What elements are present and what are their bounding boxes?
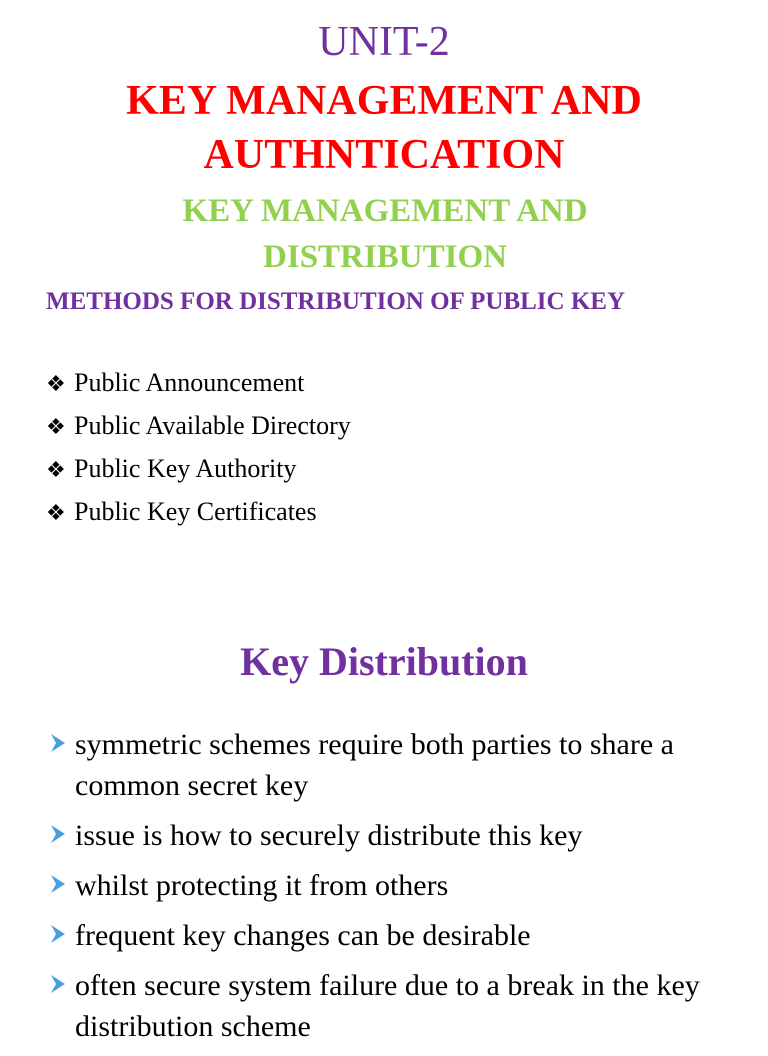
diamond-bullet-icon: ❖ bbox=[46, 457, 66, 482]
main-title-line-1: KEY MANAGEMENT AND bbox=[126, 78, 642, 124]
unit-label: UNIT-2 bbox=[318, 19, 450, 65]
bullet-text: frequent key changes can be desirable bbox=[75, 919, 531, 952]
methods-list bbox=[46, 362, 351, 534]
method-label: Public Key Authority bbox=[74, 454, 297, 483]
arrow-bullet-icon bbox=[48, 919, 68, 949]
method-label: Public Available Directory bbox=[74, 411, 351, 440]
list-item bbox=[46, 965, 746, 1047]
methods-heading: METHODS FOR DISTRIBUTION OF PUBLIC KEY bbox=[46, 288, 626, 315]
diamond-bullet-icon: ❖ bbox=[46, 371, 66, 396]
list-item bbox=[46, 362, 351, 405]
arrow-bullet-icon bbox=[48, 728, 68, 758]
slide-title: Key Distribution bbox=[240, 639, 528, 684]
diamond-bullet-icon: ❖ bbox=[46, 500, 66, 525]
bullet-text: often secure system failure due to a break in the key distribution scheme bbox=[75, 969, 700, 1043]
bullet-text: symmetric schemes require both parties to share a common secret key bbox=[75, 728, 674, 802]
slide-key-distribution bbox=[0, 560, 768, 1043]
bullet-text: issue is how to securely distribute this key bbox=[75, 819, 583, 852]
key-distribution-list bbox=[46, 724, 746, 1056]
sub-title-line-1: KEY MANAGEMENT AND bbox=[182, 193, 588, 229]
arrow-bullet-icon bbox=[48, 969, 68, 999]
arrow-bullet-icon bbox=[48, 819, 68, 849]
list-item bbox=[46, 865, 746, 906]
method-label: Public Announcement bbox=[74, 368, 305, 397]
list-item bbox=[46, 448, 351, 491]
diamond-bullet-icon: ❖ bbox=[46, 414, 66, 439]
sub-title-line-2: DISTRIBUTION bbox=[263, 239, 507, 275]
sub-title bbox=[90, 188, 680, 280]
main-title bbox=[0, 74, 768, 182]
list-item bbox=[46, 815, 746, 856]
main-title-line-2: AUTHNTICATION bbox=[203, 132, 565, 178]
list-item bbox=[46, 491, 351, 534]
list-item bbox=[46, 724, 746, 806]
method-label: Public Key Certificates bbox=[74, 497, 317, 526]
list-item bbox=[46, 915, 746, 956]
arrow-bullet-icon bbox=[48, 869, 68, 899]
list-item bbox=[46, 405, 351, 448]
bullet-text: whilst protecting it from others bbox=[75, 869, 449, 902]
